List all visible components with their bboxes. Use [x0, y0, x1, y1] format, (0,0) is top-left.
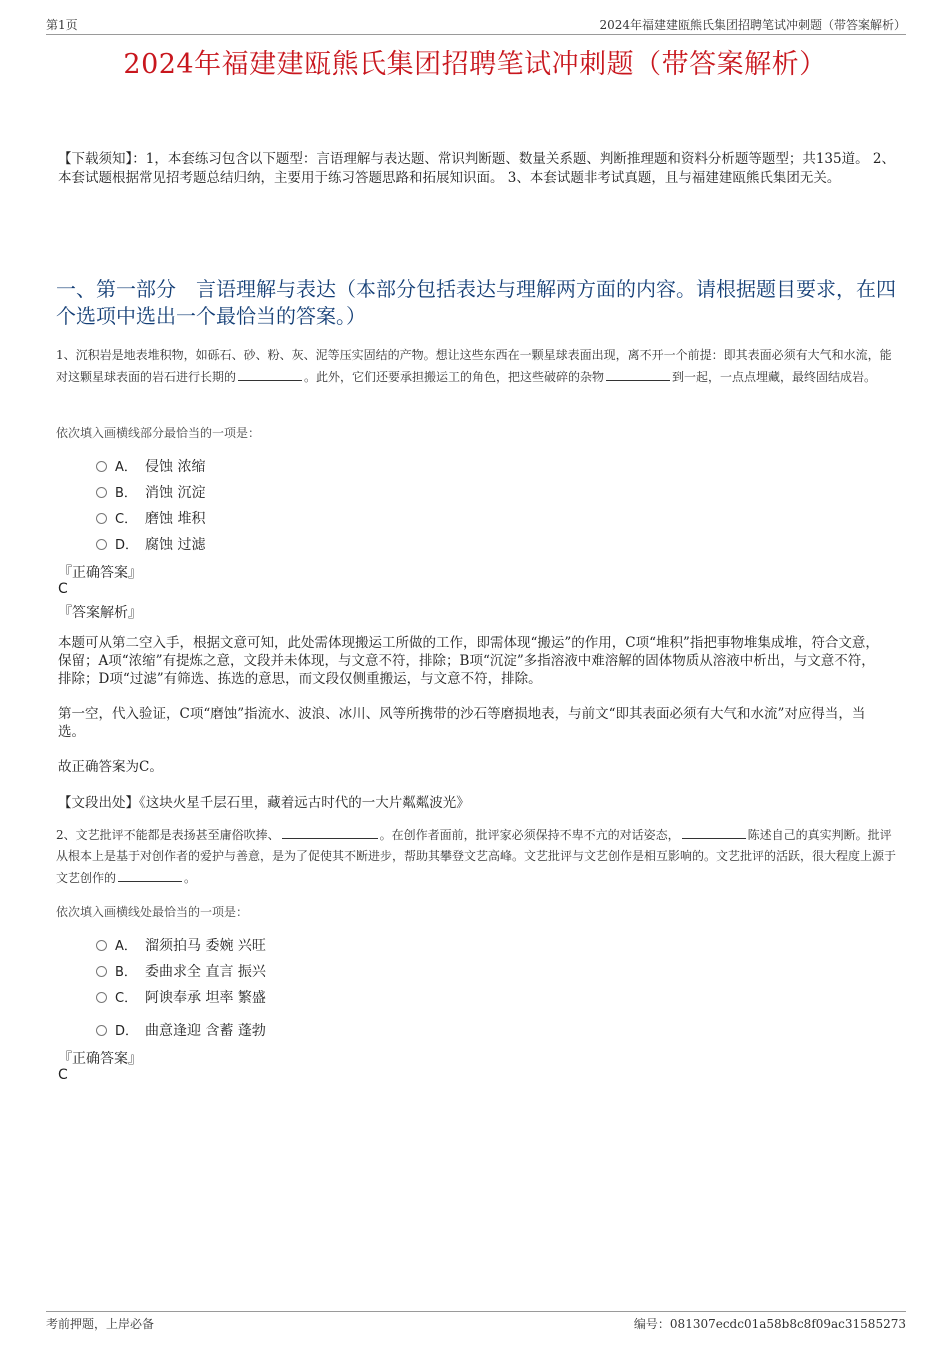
question-1-stem	[56, 345, 898, 388]
question-1-option-a[interactable]	[96, 456, 205, 476]
question-2-stem-part-1: 2、文艺批评不能都是表扬甚至庸俗吹捧、	[56, 828, 280, 842]
option-text: 磨蚀 堆积	[145, 511, 206, 527]
question-2-stem-part-3: 陈述自己的真实判断。批评从根本上是基于对创作者的爱护与善意，是为了促使其不断进步，帮助其攀登文艺高峰。文艺批评与文艺创作是相互影响的。文艺批评的活跃，很大程度上源于文艺创作的	[56, 828, 897, 885]
question-1-option-b[interactable]	[96, 482, 205, 502]
option-letter: B．	[115, 965, 137, 980]
option-text: 曲意逢迎 含蓄 蓬勃	[145, 1023, 266, 1039]
section-title: 一、第一部分 言语理解与表达（本部分包括表达与理解两方面的内容。请根据题目要求，在四个选项中选出一个最恰当的答案。）	[56, 277, 896, 328]
question-2-stem-part-4: 。	[184, 871, 197, 885]
option-letter: C．	[115, 991, 138, 1006]
download-notice: 【下载须知】：1，本套练习包含以下题型：言语理解与表达题、常识判断题、数量关系题、判断推理题和资料分析题等题型；共135道。 2、本套试题根据常见招考题总结归纳，主要用于练习答题思路和拓展知识面。 3、本套试题非考试真题，且与福建建瓯熊氏集团无关。	[58, 151, 895, 186]
option-text: 腐蚀 过滤	[145, 537, 206, 553]
question-1-instruction: 依次填入画横线部分最恰当的一项是：	[56, 426, 261, 440]
question-1-answer-label: 『正确答案』	[58, 565, 142, 581]
radio-icon[interactable]	[96, 966, 107, 977]
question-2-stem	[56, 824, 898, 889]
footer-doc-id: 编号：081307ecdc01a58b8c8f09ac31585273	[633, 1317, 906, 1331]
question-1-source: 【文段出处】《这块火星千层石里，藏着远古时代的一大片粼粼波光》	[58, 795, 470, 811]
question-1-answer: C	[58, 581, 68, 597]
radio-icon[interactable]	[96, 1025, 107, 1036]
question-1-analysis-paragraph-1: 本题可从第二空入手，根据文意可知，此处需体现搬运工所做的工作，即需体现“搬运”的作用，C项“堆积”指把事物堆集成堆，符合文意，保留；A项“浓缩”有提炼之意，文段并未体现，与文意不符，排除；B项“沉淀”多指溶液中难溶解的固体物质从溶液中析出，与文意不符，排除；D项“过滤”有筛选、拣选的意思，而文段仅侧重搬运，与文意不符，排除。	[58, 635, 879, 687]
page-footer	[46, 1311, 906, 1332]
radio-icon[interactable]	[96, 940, 107, 951]
option-text: 消蚀 沉淀	[145, 485, 206, 501]
option-letter: A．	[115, 939, 137, 954]
question-2-option-a[interactable]	[96, 935, 266, 955]
radio-icon[interactable]	[96, 487, 107, 498]
question-1-analysis-paragraph-3: 故正确答案为C。	[58, 759, 163, 775]
question-2-option-b[interactable]	[96, 961, 266, 981]
question-1-option-c[interactable]	[96, 508, 205, 528]
question-1-option-d[interactable]	[96, 534, 205, 554]
page-number: 第1页	[46, 18, 78, 32]
radio-icon[interactable]	[96, 513, 107, 524]
header-doc-title: 2024年福建建瓯熊氏集团招聘笔试冲刺题（带答案解析）	[599, 18, 906, 32]
option-letter: A．	[115, 460, 137, 475]
option-text: 侵蚀 浓缩	[145, 459, 206, 475]
question-2-answer: C	[58, 1067, 68, 1083]
option-text: 溜须拍马 委婉 兴旺	[145, 938, 266, 954]
question-1-stem-part-2: 。此外，它们还要承担搬运工的角色，把这些破碎的杂物	[304, 370, 605, 384]
question-2-option-c[interactable]	[96, 987, 266, 1007]
footer-slogan: 考前押题，上岸必备	[46, 1317, 155, 1331]
option-text: 阿谀奉承 坦率 繁盛	[145, 990, 266, 1006]
option-letter: D．	[115, 538, 139, 553]
option-letter: C．	[115, 512, 138, 527]
blank-line	[238, 366, 302, 381]
blank-line	[282, 824, 378, 839]
option-letter: D．	[115, 1024, 139, 1039]
question-2-option-d[interactable]	[96, 1020, 266, 1040]
radio-icon[interactable]	[96, 992, 107, 1003]
blank-line	[118, 867, 182, 882]
page-header	[46, 14, 906, 35]
question-2-answer-label: 『正确答案』	[58, 1051, 142, 1067]
option-text: 委曲求全 直言 振兴	[145, 964, 266, 980]
blank-line	[682, 824, 746, 839]
question-2-instruction: 依次填入画横线处最恰当的一项是：	[56, 905, 249, 919]
question-2-stem-part-2: 。在创作者面前，批评家必须保持不卑不亢的对话姿态，	[379, 828, 680, 842]
radio-icon[interactable]	[96, 539, 107, 550]
question-1-analysis-label: 『答案解析』	[58, 605, 142, 621]
radio-icon[interactable]	[96, 461, 107, 472]
option-letter: B．	[115, 486, 137, 501]
question-1-stem-part-3: 到一起，一点点埋藏，最终固结成岩。	[672, 370, 877, 384]
document-title: 2024年福建建瓯熊氏集团招聘笔试冲刺题（带答案解析）	[123, 49, 827, 80]
question-1-stem-part-1: 1、沉积岩是地表堆积物，如砾石、砂、粉、灰、泥等压实固结的产物。想让这些东西在一颗星球表面出现，离不开一个前提：即其表面必须有大气和水流，能对这颗星球表面的岩石进行长期的	[56, 348, 892, 384]
blank-line	[606, 366, 670, 381]
question-1-analysis-paragraph-2: 第一空，代入验证，C项“磨蚀”指流水、波浪、冰川、风等所携带的沙石等磨损地表，与前文“即其表面必须有大气和水流”对应得当，当选。	[58, 706, 866, 740]
